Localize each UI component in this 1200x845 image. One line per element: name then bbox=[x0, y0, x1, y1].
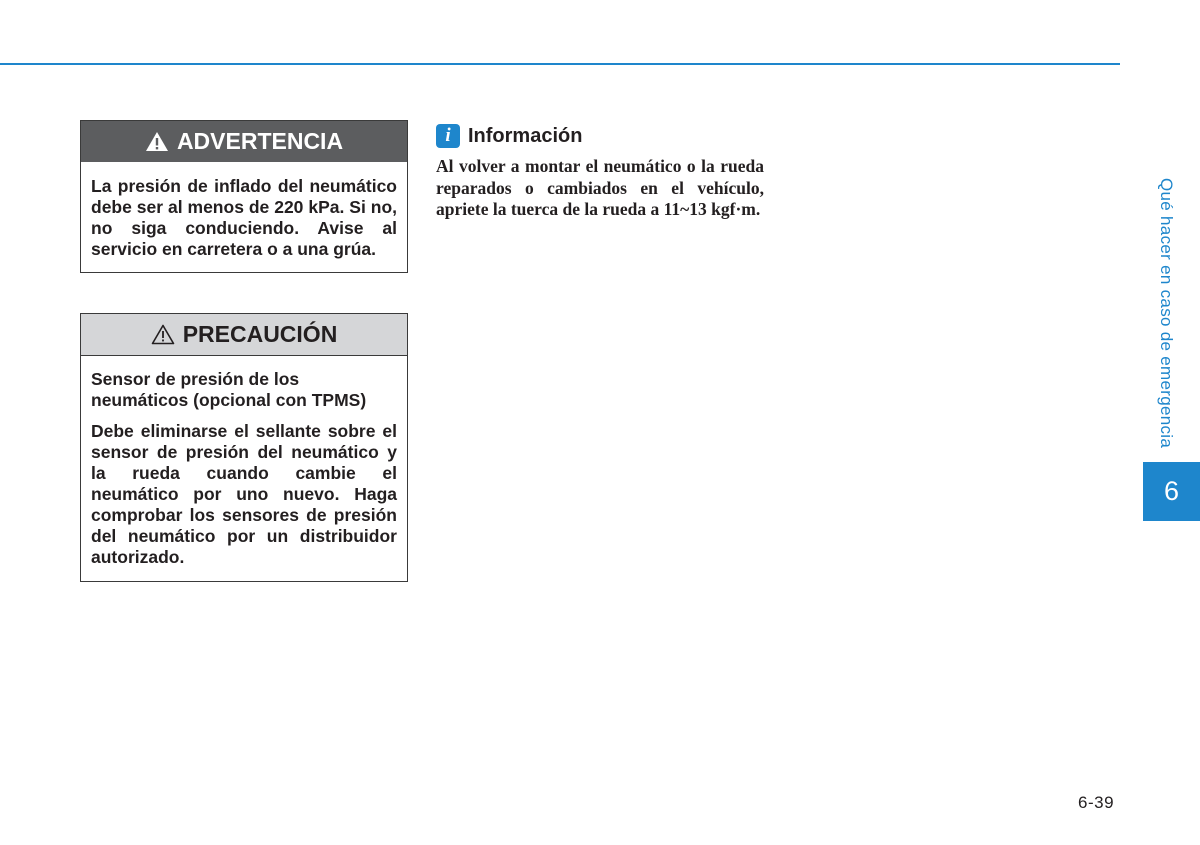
caution-title: PRECAUCIÓN bbox=[182, 321, 338, 347]
page-number: 6-39 bbox=[1078, 793, 1115, 812]
warning-text: La presión de inflado del neumático debe ser al menos de 220 kPa. Si no, no siga conduciendo. Avise al servicio en carretera o a una grúa. bbox=[91, 176, 397, 259]
info-section bbox=[436, 122, 764, 221]
warning-title: ADVERTENCIA bbox=[176, 128, 344, 154]
info-text: Al volver a montar el neumático o la rueda reparados o cambiados en el vehículo, apriete la tuerca de la rueda a 11~13 kgf·m. bbox=[436, 156, 764, 219]
caution-body bbox=[81, 356, 407, 581]
info-icon: i bbox=[436, 124, 460, 148]
info-header bbox=[436, 122, 764, 150]
caution-text: Debe eliminarse el sellante sobre el sensor de presión del neumático y la rueda cuando cambie el neumático por uno nuevo. Haga comprobar los sensores de presión del neumático por un distribuidor autorizado. bbox=[91, 421, 397, 567]
caution-box bbox=[80, 313, 408, 582]
chapter-title: Qué hacer en caso de emergencia bbox=[1157, 178, 1176, 449]
caution-header bbox=[81, 314, 407, 356]
warning-box bbox=[80, 120, 408, 273]
warning-outline-icon bbox=[151, 324, 175, 345]
chapter-tab: 6 bbox=[1143, 462, 1200, 521]
top-rule bbox=[0, 63, 1120, 65]
warning-header bbox=[81, 121, 407, 162]
warning-filled-icon bbox=[145, 131, 169, 152]
info-title: Información bbox=[468, 124, 583, 147]
warning-body bbox=[81, 162, 407, 272]
caution-subtitle: Sensor de presión de los neumáticos (opcional con TPMS) bbox=[91, 369, 367, 410]
